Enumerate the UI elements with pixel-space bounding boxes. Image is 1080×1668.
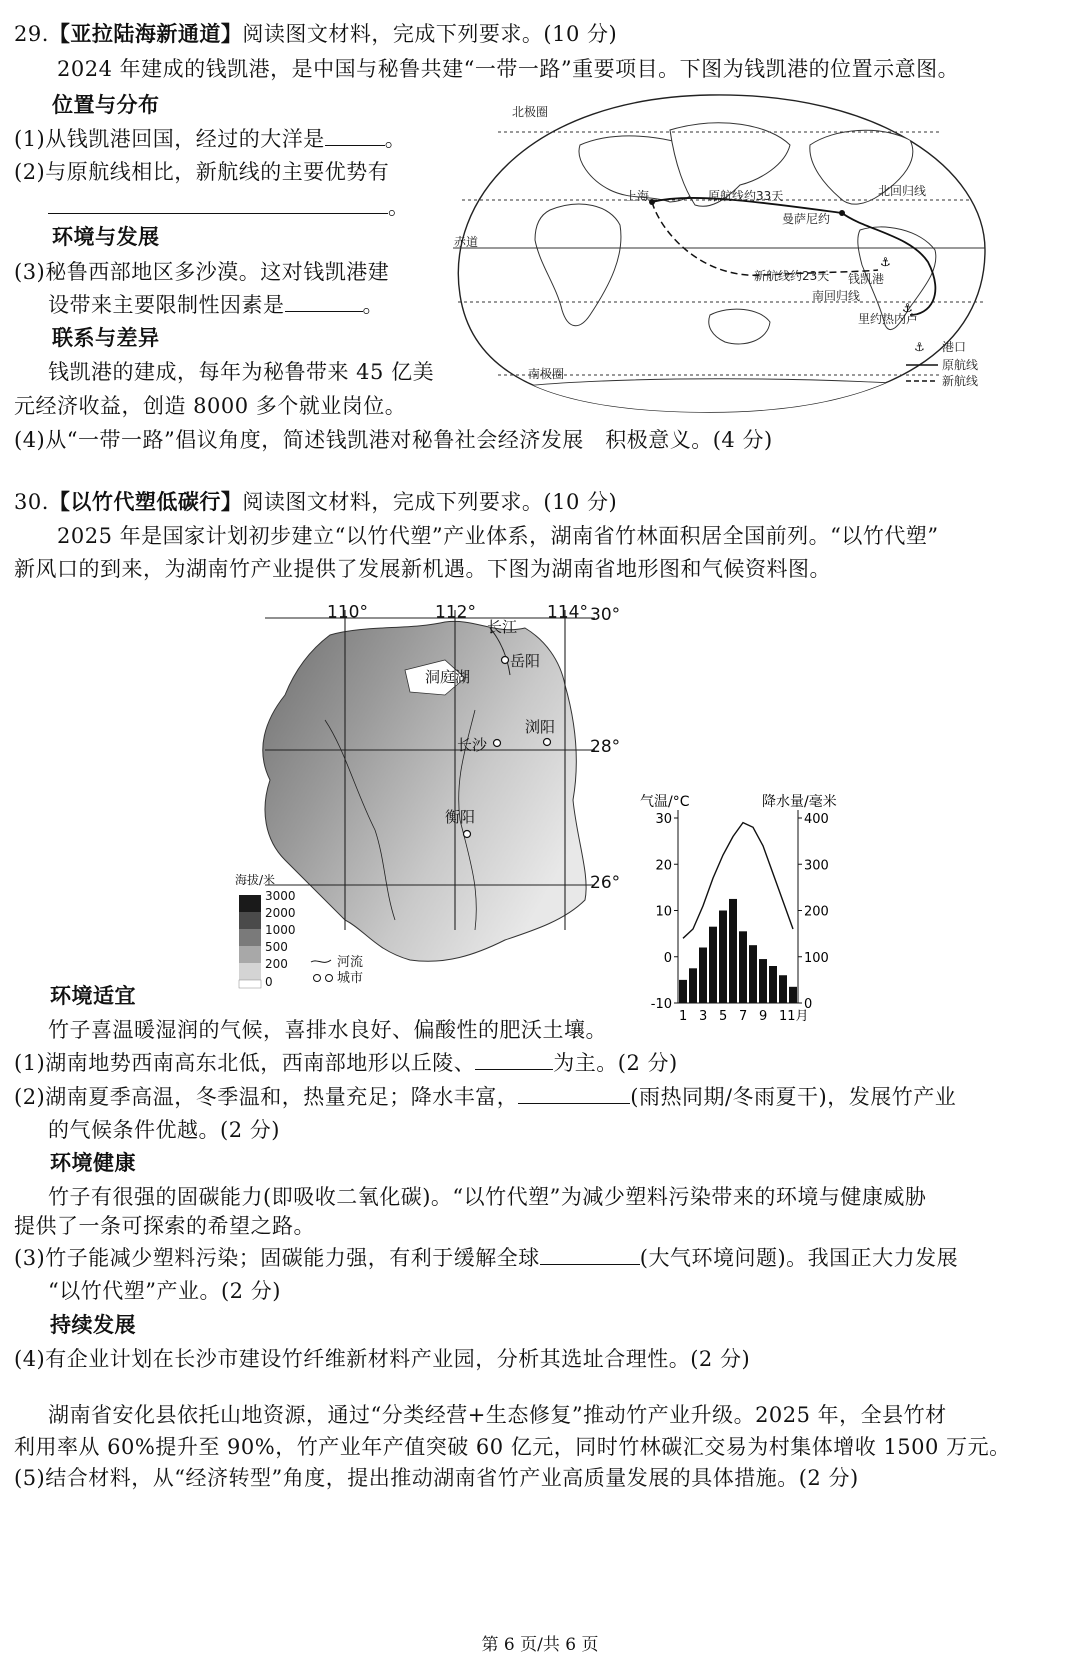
q29-blank-2[interactable] <box>48 193 388 214</box>
tropic-cancer-label: 北回归线 <box>878 184 927 198</box>
x-tick-label: 3 <box>699 1009 708 1024</box>
q30-blank-2[interactable] <box>518 1083 630 1104</box>
q30-material-line1: 湖南省安化县依托山地资源，通过“分类经营+生态修复”推动竹产业升级。2025 年，全县竹材 <box>48 1403 947 1427</box>
q29-header <box>14 20 617 48</box>
elevation-legend <box>235 872 296 989</box>
antarctic-label: 南极圈 <box>528 367 565 381</box>
precip-bar-8 <box>749 945 757 1003</box>
precip-bar-11 <box>779 975 787 1003</box>
q30-section2-line1: 竹子有很强的固碳能力(即吸收二氧化碳)。“以竹代塑”为减少塑料污染带来的环境与健康威胁 <box>48 1185 927 1209</box>
precip-bar-12 <box>789 987 797 1003</box>
svg-text:0: 0 <box>265 975 273 989</box>
lon-label-110: 110° <box>327 602 368 623</box>
changsha-city-marker <box>494 740 501 747</box>
q29-instruction: 阅读图文材料，完成下列要求。(10 分) <box>242 22 618 46</box>
q29-question-3-line2: 设带来主要限制性因素是 。 <box>48 293 384 317</box>
city-legend-icon <box>314 975 321 982</box>
right-tick-label: 0 <box>804 997 813 1012</box>
q30-title: 【以竹代塑低碳行】 <box>48 490 243 514</box>
new-route-label: 新航线约23天 <box>754 269 830 283</box>
q30-question-3-line2: “以竹代塑”产业。(2 分) <box>48 1279 281 1303</box>
right-tick-label: 100 <box>804 950 829 966</box>
q29-material-line1: 钱凯港的建成，每年为秘鲁带来 45 亿美 <box>48 360 435 384</box>
legend-new-label: 新航线 <box>942 374 979 388</box>
chancay-port-icon: ⚓ <box>880 255 891 269</box>
chancay-label: 钱凯港 <box>848 272 885 286</box>
left-tick-label: 0 <box>663 950 672 966</box>
elevation-swatch-2000 <box>239 912 261 929</box>
map-symbol-legend <box>311 954 363 986</box>
hunan-terrain-map <box>235 600 635 1020</box>
svg-text:3000: 3000 <box>265 889 296 903</box>
hengyang-city-marker <box>464 831 471 838</box>
precip-bar-6 <box>729 899 737 1003</box>
q30-blank-1[interactable] <box>475 1049 553 1070</box>
right-tick-label: 300 <box>804 858 829 874</box>
world-map <box>440 90 1010 422</box>
q29-blank-1[interactable] <box>325 125 385 146</box>
q30-number: 30. <box>14 490 49 514</box>
left-tick-label: 10 <box>655 904 672 920</box>
shanghai-label: 上海 <box>625 189 650 203</box>
tropic-capricorn-label: 南回归线 <box>812 289 861 303</box>
q29-number: 29. <box>14 22 49 46</box>
q29-title: 【亚拉陆海新通道】 <box>48 22 243 46</box>
elevation-legend-title: 海拔/米 <box>235 873 276 887</box>
x-tick-label: 5 <box>719 1009 728 1024</box>
q30-question-2-line2: 的气候条件优越。(2 分) <box>48 1118 280 1142</box>
lat-label-26: 26° <box>590 873 621 893</box>
precip-bar-1 <box>679 980 687 1003</box>
elevation-swatch-1000 <box>239 929 261 946</box>
lat-label-30: 30° <box>590 605 621 625</box>
q30-section-environment: 环境适宜 <box>50 984 136 1008</box>
lon-label-112: 112° <box>435 602 476 623</box>
legend-port-icon: ⚓ <box>914 340 925 354</box>
q29-material-line2: 元经济收益，创造 8000 多个就业岗位。 <box>14 394 407 418</box>
precip-bar-4 <box>709 927 717 1003</box>
q30-header <box>14 488 617 516</box>
q30-section-health: 环境健康 <box>50 1151 136 1175</box>
svg-text:1000: 1000 <box>265 923 296 937</box>
precip-bar-9 <box>759 959 767 1003</box>
antarctica-shape <box>460 379 985 422</box>
legend-port-label: 港口 <box>942 340 967 354</box>
manzanillo-label: 曼萨尼约 <box>782 212 831 226</box>
q29-question-3-line1: (3)秘鲁西部地区多沙漠。这对钱凯港建 <box>14 260 390 284</box>
chart-ylabel-right: 降水量/毫米 <box>762 794 837 810</box>
elevation-swatch-3000 <box>239 895 261 912</box>
river-legend-label: 河流 <box>337 955 364 970</box>
legend-old-label: 原航线 <box>942 358 979 372</box>
q30-question-3: (3)竹子能减少塑料污染；固碳能力强，有利于缓解全球 (大气环境问题)。我国正大力发展 <box>14 1246 959 1270</box>
left-tick-label: -10 <box>650 997 672 1012</box>
yueyang-city-marker <box>502 657 509 664</box>
q30-material-line2: 利用率从 60%提升至 90%，竹产业年产值突破 60 亿元，同时竹林碳汇交易为村集体增收 1500 万元。 <box>14 1435 1011 1459</box>
q29-blank-3[interactable] <box>285 291 363 312</box>
river-legend-icon <box>311 960 331 962</box>
elevation-swatch-0 <box>239 980 261 988</box>
right-tick-label: 200 <box>804 904 829 920</box>
q29-section-location: 位置与分布 <box>52 93 160 117</box>
q30-blank-3[interactable] <box>540 1244 640 1265</box>
q29-section-environment: 环境与发展 <box>52 225 160 249</box>
q30-section2-line2: 提供了一条可探索的希望之路。 <box>14 1214 315 1238</box>
left-tick-label: 20 <box>655 858 672 874</box>
precip-bar-7 <box>739 931 747 1003</box>
dongting-label: 洞庭湖 <box>425 668 471 686</box>
left-tick-label: 30 <box>655 812 672 827</box>
lat-label-28: 28° <box>590 737 621 757</box>
q29-question-4: (4)从“一带一路”倡议角度，简述钱凯港对秘鲁社会经济发展 积极意义。(4 分) <box>14 428 773 452</box>
equator-label: 赤道 <box>454 235 479 249</box>
liuyang-city-marker <box>544 739 551 746</box>
q29-section-links: 联系与差异 <box>52 326 160 350</box>
q30-question-4: (4)有企业计划在长沙市建设竹纤维新材料产业园，分析其选址合理性。(2 分) <box>14 1347 751 1371</box>
q30-question-2: (2)湖南夏季高温，冬季温和，热量充足；降水丰富， (雨热同期/冬雨夏干)，发展竹产业 <box>14 1085 957 1109</box>
hengyang-label: 衡阳 <box>445 808 476 826</box>
city-legend-label: 城市 <box>337 971 364 986</box>
svg-text:500: 500 <box>265 940 288 954</box>
elevation-swatch-500 <box>239 946 261 963</box>
q30-intro-line2: 新风口的到来，为湖南竹产业提供了发展新机遇。下图为湖南省地形图和气候资料图。 <box>14 557 831 581</box>
x-tick-label: 9 <box>759 1009 768 1024</box>
changsha-label: 长沙 <box>457 736 488 754</box>
lon-label-114: 114° <box>547 602 588 623</box>
liuyang-label: 浏阳 <box>525 718 556 736</box>
yueyang-label: 岳阳 <box>510 652 541 670</box>
manzanillo-point <box>839 210 845 216</box>
q30-section-sustainable: 持续发展 <box>50 1313 136 1337</box>
q30-question-1: (1)湖南地势西南高东北低，西南部地形以丘陵、 为主。(2 分) <box>14 1051 678 1075</box>
x-tick-label: 1 <box>679 1009 688 1024</box>
old-route-label: 原航线约33天 <box>708 189 784 203</box>
changjiang-label: 长江 <box>487 618 518 636</box>
rio-label: 里约热内卢 <box>858 312 919 326</box>
svg-text:2000: 2000 <box>265 906 296 920</box>
precip-bar-2 <box>689 968 697 1003</box>
q30-section1-text: 竹子喜温暖湿润的气候，喜排水良好、偏酸性的肥沃土壤。 <box>48 1018 607 1042</box>
svg-text:200: 200 <box>265 957 288 971</box>
page-footer: 第 6 页/共 6 页 <box>481 1635 599 1655</box>
q29-intro: 2024 年建成的钱凯港，是中国与秘鲁共建“一带一路”重要项目。下图为钱凯港的位置示意图。 <box>57 57 960 81</box>
x-tick-label: 11月 <box>779 1009 809 1024</box>
q29-question-2: (2)与原航线相比，新航线的主要优势有 <box>14 160 390 184</box>
precip-bar-10 <box>769 966 777 1003</box>
right-tick-label: 400 <box>804 812 829 827</box>
q29-question-2-answer: 。 <box>48 193 410 221</box>
temperature-line <box>683 823 793 939</box>
chart-ylabel-left: 气温/°C <box>640 794 690 810</box>
q30-question-5: (5)结合材料，从“经济转型”角度，提出推动湖南省竹产业高质量发展的具体措施。(2 分) <box>14 1466 859 1490</box>
q30-instruction: 阅读图文材料，完成下列要求。(10 分) <box>242 490 618 514</box>
shanghai-point <box>649 199 655 205</box>
q30-intro-line1: 2025 年是国家计划初步建立“以竹代塑”产业体系，湖南省竹林面积居全国前列。“以竹代塑” <box>57 524 939 548</box>
precip-bar-5 <box>719 911 727 1004</box>
arctic-label: 北极圈 <box>512 105 549 119</box>
climate-chart <box>640 790 870 1040</box>
x-tick-label: 7 <box>739 1009 748 1024</box>
elevation-swatch-200 <box>239 963 261 980</box>
q29-question-1: (1)从钱凯港回国，经过的大洋是 。 <box>14 127 407 151</box>
precip-bar-3 <box>699 948 707 1004</box>
rio-port-icon: ⚓ <box>902 301 913 315</box>
